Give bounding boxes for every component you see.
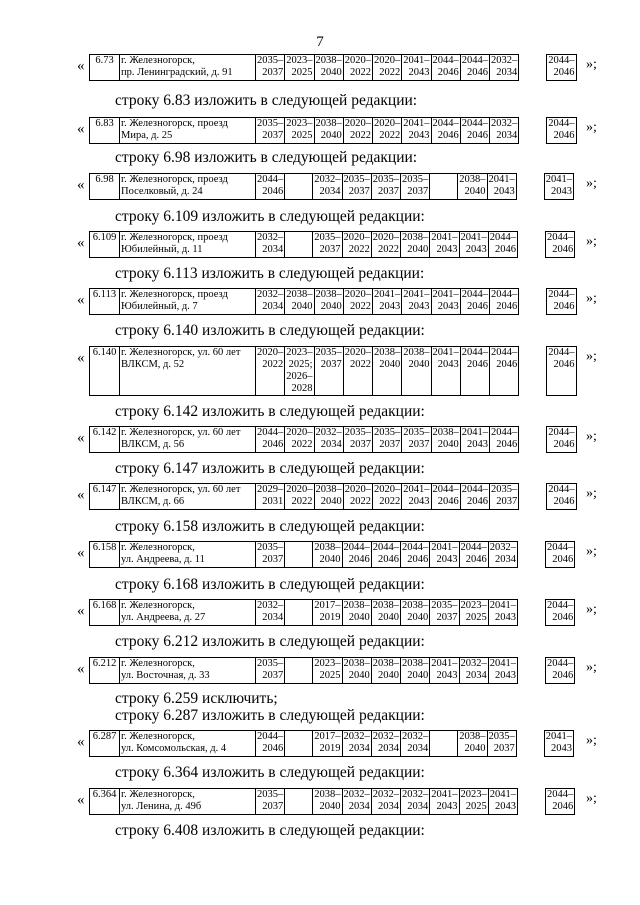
- period-cell: 2044– 2046: [401, 542, 430, 568]
- period-cell: 2032– 2034: [313, 174, 342, 200]
- quote-open-mark: «: [77, 121, 85, 137]
- amended-table-row: [89, 730, 574, 757]
- period-cell: [285, 174, 313, 200]
- period-cell: 2044– 2046: [547, 427, 576, 453]
- amended-table-row: [89, 173, 574, 200]
- period-cell: 2020– 2022: [285, 484, 314, 510]
- period-cell: [430, 731, 458, 757]
- row-number-cell: 6.109: [90, 232, 120, 258]
- quote-open-mark: «: [77, 235, 85, 251]
- table-row: [90, 55, 577, 81]
- period-cell: 2044– 2046: [256, 731, 285, 757]
- period-cell: 2035– 2037: [256, 542, 285, 568]
- table-row: [90, 118, 577, 144]
- period-cell: 2032– 2034: [256, 600, 285, 626]
- amendment-instruction: строку 6.142 изложить в следующей редакции:: [115, 403, 425, 420]
- empty-column-cell: [519, 427, 547, 453]
- period-cell: 2044– 2046: [342, 542, 371, 568]
- quote-close-mark: »;: [586, 234, 597, 249]
- period-cell: 2032– 2034: [314, 427, 343, 453]
- period-cell: 2038– 2040: [458, 174, 487, 200]
- period-cell: 2023– 2025: [313, 658, 342, 684]
- amendment-instruction: строку 6.259 исключить;: [115, 690, 278, 707]
- period-cell: 2035– 2037: [490, 484, 519, 510]
- row-number-cell: 6.142: [90, 427, 120, 453]
- period-cell: 2041– 2043: [402, 55, 431, 81]
- address-cell: г. Железногорск, ул. 60 лет ВЛКСМ, д. 66: [120, 484, 256, 510]
- period-cell: 2038– 2040: [431, 427, 460, 453]
- period-cell: 2023– 2025: [459, 789, 488, 815]
- period-cell: 2041– 2043: [487, 174, 516, 200]
- period-cell: 2032– 2034: [401, 789, 430, 815]
- address-cell: г. Железногорск, ул. 60 лет ВЛКСМ, д. 56: [120, 427, 256, 453]
- quote-close-mark: »;: [586, 176, 597, 191]
- period-cell: 2020– 2022: [373, 118, 402, 144]
- quote-close-mark: »;: [586, 120, 597, 135]
- period-cell: 2032– 2034: [342, 731, 371, 757]
- period-cell: 2020– 2022: [285, 427, 314, 453]
- amendment-instruction: строку 6.140 изложить в следующей редакции:: [115, 322, 425, 339]
- table-row: [90, 347, 577, 396]
- amended-table-row: [89, 541, 575, 568]
- amendment-instruction: строку 6.98 изложить в следующей редакции:: [115, 149, 418, 166]
- amended-table-row: [89, 117, 577, 144]
- period-cell: 2020– 2022: [343, 347, 372, 396]
- row-number-cell: 6.168: [90, 600, 120, 626]
- table-row: [90, 658, 575, 684]
- period-cell: 2038– 2040: [314, 118, 343, 144]
- period-cell: 2041– 2043: [402, 118, 431, 144]
- address-cell: г. Железногорск, ул. Комсомольская, д. 4: [120, 731, 256, 757]
- table-row: [90, 289, 577, 315]
- period-cell: 2044– 2046: [488, 232, 517, 258]
- amended-table-row: [89, 54, 577, 81]
- empty-column-cell: [518, 542, 546, 568]
- period-cell: 2038– 2040: [314, 55, 343, 81]
- quote-open-mark: «: [77, 350, 85, 366]
- address-cell: г. Железногорск, пр. Ленинградский, д. 91: [120, 55, 256, 81]
- amendment-instruction: строку 6.158 изложить в следующей редакции:: [115, 518, 425, 535]
- table-row: [90, 484, 577, 510]
- quote-open-mark: «: [77, 792, 85, 808]
- address-cell: г. Железногорск, проезд Юбилейный, д. 7: [120, 289, 256, 315]
- period-cell: 2044– 2046: [460, 347, 489, 396]
- row-number-cell: 6.147: [90, 484, 120, 510]
- period-cell: 2035– 2037: [314, 347, 343, 396]
- empty-column-cell: [518, 232, 546, 258]
- quote-open-mark: «: [77, 545, 85, 561]
- empty-column-cell: [519, 118, 547, 144]
- period-cell: [285, 542, 313, 568]
- period-cell: 2035– 2037: [313, 232, 342, 258]
- quote-open-mark: «: [77, 734, 85, 750]
- period-cell: 2044– 2046: [431, 118, 460, 144]
- period-cell: 2044– 2046: [460, 484, 489, 510]
- quote-close-mark: »;: [586, 486, 597, 501]
- period-cell: 2035– 2037: [343, 427, 372, 453]
- period-cell: 2035– 2037: [430, 600, 459, 626]
- period-cell: 2032– 2034: [490, 55, 519, 81]
- period-cell: [285, 789, 313, 815]
- period-cell: 2044– 2046: [256, 427, 285, 453]
- period-cell: 2032– 2034: [256, 232, 285, 258]
- quote-open-mark: «: [77, 603, 85, 619]
- period-cell: 2044– 2046: [256, 174, 285, 200]
- period-cell: 2035– 2037: [401, 174, 430, 200]
- period-cell: 2017– 2019: [313, 600, 342, 626]
- period-cell: 2041– 2043: [431, 347, 460, 396]
- period-cell: 2038– 2040: [342, 600, 371, 626]
- period-cell: 2035– 2037: [342, 174, 371, 200]
- period-cell: 2032– 2034: [256, 289, 285, 315]
- period-cell: 2023– 2025: [285, 55, 314, 81]
- quote-close-mark: »;: [586, 602, 597, 617]
- amendment-instruction: строку 6.212 изложить в следующей редакции:: [115, 633, 425, 650]
- period-cell: 2020– 2022: [343, 55, 372, 81]
- period-cell: 2041– 2043: [488, 658, 517, 684]
- table-row: [90, 427, 577, 453]
- table-row: [90, 731, 574, 757]
- amended-table-row: [89, 346, 577, 396]
- row-number-cell: 6.158: [90, 542, 120, 568]
- period-cell: 2044– 2046: [546, 542, 575, 568]
- quote-open-mark: «: [77, 58, 85, 74]
- empty-column-cell: [518, 789, 546, 815]
- period-cell: 2032– 2034: [490, 118, 519, 144]
- period-cell: 2020– 2022: [256, 347, 285, 396]
- period-cell: 2035– 2037: [256, 118, 285, 144]
- row-number-cell: 6.140: [90, 347, 120, 396]
- amendment-instruction: строку 6.168 изложить в следующей редакции:: [115, 576, 425, 593]
- period-cell: 2044– 2046: [490, 347, 519, 396]
- period-cell: 2017– 2019: [313, 731, 342, 757]
- empty-column-cell: [518, 600, 546, 626]
- period-cell: 2038– 2040: [402, 347, 431, 396]
- table-row: [90, 232, 575, 258]
- period-cell: 2041– 2043: [430, 789, 459, 815]
- quote-close-mark: »;: [586, 733, 597, 748]
- period-cell: 2032– 2034: [459, 658, 488, 684]
- period-cell: 2044– 2046: [431, 484, 460, 510]
- period-cell: 2020– 2022: [343, 289, 372, 315]
- amended-table-row: [89, 288, 577, 315]
- row-number-cell: 6.98: [90, 174, 120, 200]
- period-cell: 2038– 2040: [314, 484, 343, 510]
- amendment-instruction: строку 6.83 изложить в следующей редакции:: [115, 92, 418, 109]
- period-cell: 2032– 2034: [488, 542, 517, 568]
- period-cell: 2041– 2043: [402, 484, 431, 510]
- period-cell: 2044– 2046: [547, 55, 576, 81]
- amendment-instruction: строку 6.147 изложить в следующей редакции:: [115, 460, 425, 477]
- amended-table-row: [89, 599, 575, 626]
- period-cell: 2044– 2046: [547, 289, 576, 315]
- period-cell: 2023– 2025: [285, 118, 314, 144]
- row-number-cell: 6.83: [90, 118, 120, 144]
- quote-close-mark: »;: [586, 791, 597, 806]
- period-cell: 2038– 2040: [285, 289, 314, 315]
- period-cell: 2020– 2022: [373, 55, 402, 81]
- empty-column-cell: [519, 289, 547, 315]
- period-cell: 2041– 2043: [488, 600, 517, 626]
- period-cell: 2038– 2040: [401, 232, 430, 258]
- amendment-instruction: строку 6.364 изложить в следующей редакции:: [115, 764, 425, 781]
- table-row: [90, 789, 575, 815]
- period-cell: 2041– 2043: [459, 232, 488, 258]
- period-cell: 2029– 2031: [256, 484, 285, 510]
- period-cell: 2038– 2040: [314, 289, 343, 315]
- period-cell: [285, 658, 313, 684]
- period-cell: 2035– 2037: [256, 658, 285, 684]
- address-cell: г. Железногорск, проезд Поселковый, д. 24: [120, 174, 256, 200]
- period-cell: 2044– 2046: [547, 118, 576, 144]
- period-cell: 2020– 2022: [371, 232, 400, 258]
- period-cell: 2044– 2046: [490, 427, 519, 453]
- period-cell: 2032– 2034: [371, 731, 400, 757]
- period-cell: 2044– 2046: [459, 542, 488, 568]
- period-cell: 2041– 2043: [488, 789, 517, 815]
- amendment-instruction: строку 6.113 изложить в следующей редакции:: [115, 265, 425, 282]
- table-row: [90, 174, 574, 200]
- period-cell: 2032– 2034: [401, 731, 430, 757]
- amendment-instruction: строку 6.109 изложить в следующей редакции:: [115, 208, 425, 225]
- table-row: [90, 600, 575, 626]
- amendment-instruction: строку 6.287 изложить в следующей редакции:: [115, 707, 425, 724]
- period-cell: 2020– 2022: [373, 484, 402, 510]
- period-cell: 2044– 2046: [460, 118, 489, 144]
- quote-open-mark: «: [77, 292, 85, 308]
- period-cell: 2041– 2043: [402, 289, 431, 315]
- period-cell: 2020– 2022: [343, 484, 372, 510]
- row-number-cell: 6.113: [90, 289, 120, 315]
- period-cell: 2032– 2034: [371, 789, 400, 815]
- period-cell: 2044– 2046: [546, 658, 575, 684]
- quote-close-mark: »;: [586, 660, 597, 675]
- amended-table-row: [89, 231, 575, 258]
- amended-table-row: [89, 426, 577, 453]
- period-cell: 2035– 2037: [487, 731, 516, 757]
- period-cell: 2038– 2040: [313, 789, 342, 815]
- period-cell: 2044– 2046: [490, 289, 519, 315]
- quote-close-mark: »;: [586, 291, 597, 306]
- period-cell: 2038– 2040: [458, 731, 487, 757]
- period-cell: [285, 731, 313, 757]
- period-cell: 2041– 2043: [430, 658, 459, 684]
- period-cell: 2023– 2025; 2026– 2028: [286, 347, 313, 394]
- period-cell: 2041– 2043: [430, 232, 459, 258]
- quote-close-mark: »;: [586, 57, 597, 72]
- period-cell: 2038– 2040: [342, 658, 371, 684]
- row-number-cell: 6.364: [90, 789, 120, 815]
- period-cell: 2041– 2043: [460, 427, 489, 453]
- empty-column-cell: [519, 55, 547, 81]
- address-cell: г. Железногорск, ул. Ленина, д. 49б: [120, 789, 256, 815]
- address-cell: г. Железногорск, проезд Юбилейный, д. 11: [120, 232, 256, 258]
- empty-column-cell: [518, 658, 546, 684]
- period-cell: 2044– 2046: [460, 55, 489, 81]
- period-cell: 2041– 2043: [373, 289, 402, 315]
- address-cell: г. Железногорск, ул. Андреева, д. 27: [120, 600, 256, 626]
- period-cell: 2044– 2046: [460, 289, 489, 315]
- period-cell: 2044– 2046: [546, 232, 575, 258]
- period-cell: 2035– 2037: [256, 55, 285, 81]
- period-cell: 2044– 2046: [547, 347, 576, 396]
- period-cell: 2032– 2034: [342, 789, 371, 815]
- period-cell: 2035– 2037: [256, 789, 285, 815]
- quote-close-mark: »;: [586, 544, 597, 559]
- period-cell: 2041– 2043: [544, 731, 573, 757]
- quote-open-mark: «: [77, 430, 85, 446]
- period-cell: 2035– 2037: [371, 174, 400, 200]
- period-cell: 2038– 2040: [401, 658, 430, 684]
- address-cell: г. Железногорск, проезд Мира, д. 25: [120, 118, 256, 144]
- period-cell: 2041– 2043: [431, 289, 460, 315]
- address-cell: г. Железногорск, ул. 60 лет ВЛКСМ, д. 52: [120, 347, 256, 396]
- empty-column-cell: [516, 174, 544, 200]
- period-cell: [285, 600, 313, 626]
- period-cell: 2038– 2040: [313, 542, 342, 568]
- period-cell: 2041– 2043: [544, 174, 573, 200]
- period-cell: 2038– 2040: [371, 658, 400, 684]
- empty-column-cell: [519, 484, 547, 510]
- period-cell: 2023– 2025: [459, 600, 488, 626]
- period-cell: 2044– 2046: [371, 542, 400, 568]
- period-cell: 2035– 2037: [402, 427, 431, 453]
- period-cell: 2038– 2040: [373, 347, 402, 396]
- amendment-instruction: строку 6.408 изложить в следующей редакции:: [115, 822, 425, 839]
- period-cell: 2035– 2037: [373, 427, 402, 453]
- quote-open-mark: «: [77, 177, 85, 193]
- period-cell: [430, 174, 458, 200]
- quote-close-mark: »;: [586, 349, 597, 364]
- quote-open-mark: «: [77, 661, 85, 677]
- period-cell: 2041– 2043: [430, 542, 459, 568]
- row-number-cell: 6.212: [90, 658, 120, 684]
- period-cell: 2038– 2040: [371, 600, 400, 626]
- empty-column-cell: [516, 731, 544, 757]
- row-number-cell: 6.287: [90, 731, 120, 757]
- amended-table-row: [89, 483, 577, 510]
- amended-table-row: [89, 788, 575, 815]
- period-cell: 2044– 2046: [546, 600, 575, 626]
- page-number: 7: [316, 34, 324, 50]
- amended-table-row: [89, 657, 575, 684]
- quote-close-mark: »;: [586, 429, 597, 444]
- period-cell: 2020– 2022: [342, 232, 371, 258]
- empty-column-cell: [519, 347, 547, 396]
- table-row: [90, 542, 575, 568]
- period-cell: 2044– 2046: [431, 55, 460, 81]
- address-cell: г. Железногорск, ул. Андреева, д. 11: [120, 542, 256, 568]
- period-cell: 2038– 2040: [401, 600, 430, 626]
- quote-open-mark: «: [77, 487, 85, 503]
- period-cell: 2044– 2046: [547, 484, 576, 510]
- period-cell: 2044– 2046: [546, 789, 575, 815]
- period-cell: 2020– 2022: [343, 118, 372, 144]
- row-number-cell: 6.73: [90, 55, 120, 81]
- address-cell: г. Железногорск, ул. Восточная, д. 33: [120, 658, 256, 684]
- period-cell: [285, 232, 313, 258]
